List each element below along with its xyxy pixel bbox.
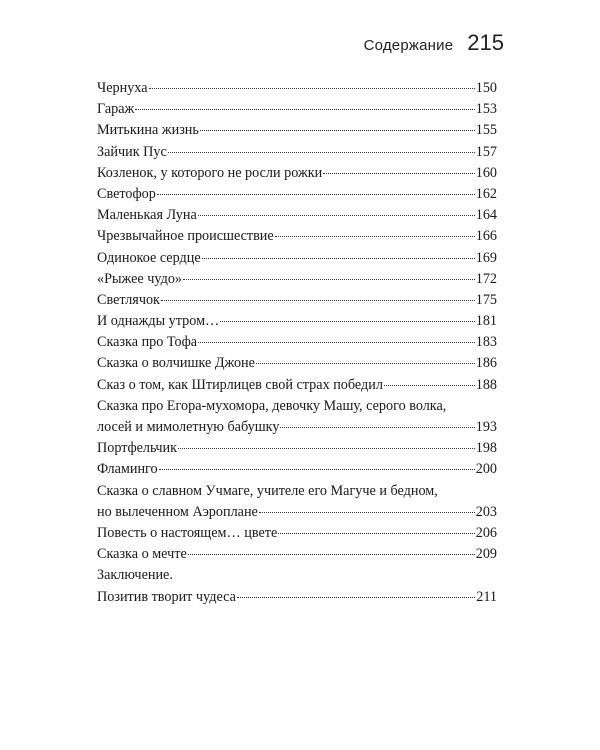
toc-entry-title: Сказка о волчишке Джоне <box>97 355 255 372</box>
toc-entry <box>97 269 497 290</box>
toc-entry-title: Зайчик Пус <box>97 143 167 160</box>
toc-entry-title: «Рыжее чудо» <box>97 270 183 287</box>
toc-entry <box>97 332 497 353</box>
toc-entry-title: но вылеченном Аэроплане <box>97 503 258 520</box>
dot-leader <box>278 533 474 534</box>
toc-entry <box>97 375 497 396</box>
toc-entry-title: Светофор <box>97 185 156 202</box>
toc-entry <box>97 78 497 99</box>
toc-entry-title: лосей и мимолетную бабушку <box>97 419 280 435</box>
toc-entry <box>97 205 497 226</box>
dot-leader <box>188 554 475 555</box>
toc-entry-page: 181 <box>475 313 497 330</box>
dot-leader <box>275 236 475 237</box>
toc-entry-page: 166 <box>475 228 497 245</box>
toc-entry-title: Митькина жизнь <box>97 122 199 139</box>
dot-leader <box>178 448 475 449</box>
toc-entry <box>97 142 497 163</box>
toc-entry-title: Сказка про Тофа <box>97 334 198 351</box>
toc-entry-title: Гараж <box>97 101 135 118</box>
dot-leader <box>384 385 475 386</box>
toc-entry-page: 155 <box>475 122 497 139</box>
toc-entry-page: 183 <box>475 334 497 351</box>
toc-entry-page: 206 <box>475 524 497 541</box>
dot-leader <box>161 300 475 301</box>
toc-entry-title: Сказ о том, как Штирлицев свой страх победил <box>97 376 383 393</box>
toc-entry-page: 200 <box>475 461 497 478</box>
dot-leader <box>168 152 475 153</box>
dot-leader <box>159 469 475 470</box>
dot-leader <box>256 363 475 364</box>
toc-entry-page: 198 <box>475 440 497 457</box>
toc-entry-continued <box>97 565 497 586</box>
toc-entry <box>97 523 497 544</box>
toc-entry <box>97 438 497 459</box>
toc-entry-page: 186 <box>475 355 497 372</box>
toc-entry <box>97 248 497 269</box>
toc-entry <box>97 226 497 247</box>
toc-entry <box>97 502 497 523</box>
toc-entry-continued <box>97 481 497 502</box>
toc-entry <box>97 587 497 608</box>
toc-entry-page: 175 <box>475 291 497 308</box>
toc-entry-page: 209 <box>475 546 497 563</box>
toc-entry <box>97 290 497 311</box>
dot-leader <box>280 427 474 428</box>
toc-entry-title: Чрезвычайное происшествие <box>97 228 274 245</box>
toc-entry-page: 211 <box>476 588 497 605</box>
toc-entry <box>97 184 497 205</box>
toc-entry-title: Чернуха <box>97 80 148 96</box>
dot-leader <box>135 109 474 110</box>
running-header <box>364 30 504 56</box>
toc-entry-page: 172 <box>475 270 497 287</box>
toc-entry-page: 169 <box>475 249 497 266</box>
dot-leader <box>220 321 474 322</box>
toc-entry-title: Сказка про Егора-мухомора, девочку Машу, серого волка, <box>97 397 447 414</box>
toc-entry <box>97 163 497 184</box>
dot-leader <box>198 342 475 343</box>
table-of-contents <box>97 78 497 608</box>
toc-entry <box>97 99 497 120</box>
toc-entry-page: 160 <box>475 164 497 181</box>
dot-leader <box>149 88 475 89</box>
toc-entry-title: Сказка о славном Учмаге, учителе его Магуче и бедном, <box>97 482 438 499</box>
toc-entry-title: Козленок, у которого не росли рожки <box>97 164 323 181</box>
toc-entry <box>97 120 497 141</box>
toc-entry-page: 164 <box>475 207 497 224</box>
toc-entry-page: 193 <box>475 419 497 435</box>
toc-entry-title: Повесть о настоящем… цвете <box>97 524 278 541</box>
toc-entry-continued <box>97 396 497 417</box>
dot-leader <box>202 258 475 259</box>
toc-entry <box>97 311 497 332</box>
toc-entry-title: Одинокое сердце <box>97 249 201 266</box>
dot-leader <box>183 279 475 280</box>
dot-leader <box>323 173 474 174</box>
toc-entry-title: Портфельчик <box>97 440 178 457</box>
toc-entry <box>97 459 497 480</box>
toc-entry-page: 188 <box>475 376 497 393</box>
toc-entry <box>97 417 497 438</box>
toc-entry-page: 203 <box>475 503 497 520</box>
toc-entry-page: 162 <box>475 185 497 202</box>
dot-leader <box>237 597 475 598</box>
toc-entry-title: Заключение. <box>97 567 173 584</box>
toc-entry-title: Фламинго <box>97 461 158 478</box>
toc-entry-page: 150 <box>475 80 497 96</box>
dot-leader <box>198 215 475 216</box>
toc-entry-title: Маленькая Луна <box>97 207 197 224</box>
toc-entry-page: 153 <box>475 101 497 118</box>
toc-entry-title: Сказка о мечте <box>97 546 187 563</box>
toc-entry-title: Позитив творит чудеса <box>97 588 236 605</box>
header-title: Содержание <box>363 37 454 54</box>
dot-leader <box>157 194 475 195</box>
header-page-number: 215 <box>467 30 504 55</box>
dot-leader <box>259 512 475 513</box>
dot-leader <box>200 130 475 131</box>
toc-entry-title: И однажды утром… <box>97 313 220 330</box>
toc-entry <box>97 544 497 565</box>
toc-entry-title: Светлячок <box>97 291 160 308</box>
toc-entry-page: 157 <box>475 143 497 160</box>
toc-entry <box>97 353 497 374</box>
